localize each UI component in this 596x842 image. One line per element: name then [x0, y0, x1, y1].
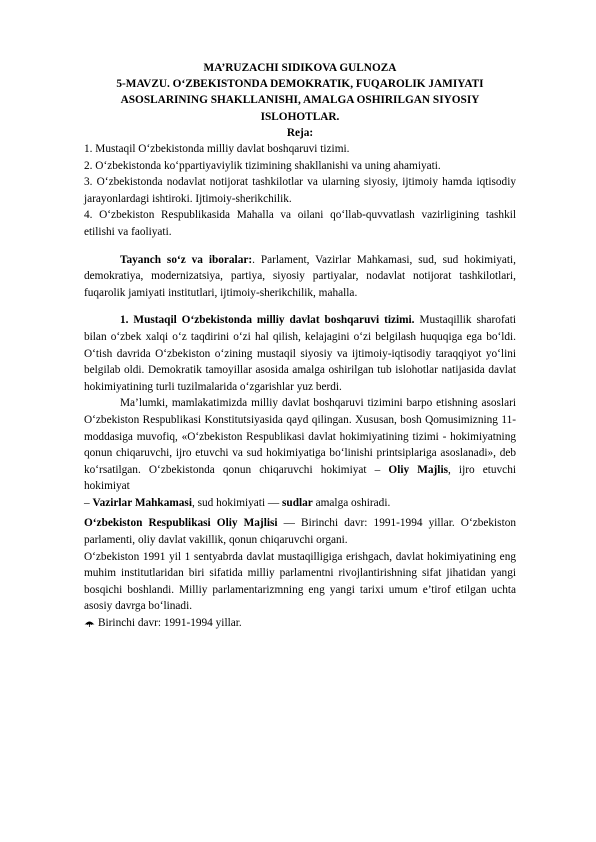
- branches-dash: –: [84, 496, 93, 509]
- sudlar-term: sudlar: [282, 496, 313, 509]
- oliy-majlis-term: Oliy Majlis: [388, 463, 448, 476]
- author-name: MA’RUZACHI SIDIKOVA GULNOZA: [203, 62, 397, 74]
- title-line-2: ASOSLARINING SHAKLLANISHI, AMALGA OSHIRILGAN SIYOSIY: [120, 94, 480, 107]
- branches-text-c: , sud hokimiyati —: [191, 496, 283, 509]
- plan-list: [84, 141, 516, 241]
- keywords-paragraph: [84, 252, 516, 302]
- keywords-text: . Parlament, Vazirlar Mahkamasi, sud, sud hokimiyati, demokratiya, modernizatsiya, partiya, siyosiy partiyalar, nodavlat notijorat tashkilotlari, fuqarolik jamiyati institutlari, ijtimoiy-sherikchilik, mahalla.: [84, 253, 516, 299]
- bullet-item-text: Birinchi davr: 1991-1994 yillar.: [98, 617, 242, 630]
- section-1-heading: 1. Mustaqil O‘zbekistonda milliy davlat boshqaruvi tizimi.: [120, 314, 415, 327]
- title-line-1: 5-MAVZU. O‘ZBEKISTONDA DEMOKRATIK, FUQAROLIK JAMIYATI: [116, 78, 484, 91]
- section-1-paragraph: [84, 312, 516, 395]
- branches-text-d: amalga oshiradi.: [312, 496, 391, 509]
- oliy-majlis-paragraph: [84, 515, 516, 548]
- oliy-majlis-heading: O‘zbekiston Respublikasi Oliy Majlisi: [84, 517, 278, 530]
- plan-item-1: 1. Mustaqil O‘zbekistonda milliy davlat boshqaruvi tizimi.: [84, 143, 350, 156]
- oliy-majlis-text: — Birinchi davr: 1991-1994 yillar. O‘zbekiston parlamenti, oliy davlat vakillik, qonun chiqaruvchi organi.: [84, 517, 517, 547]
- umbrella-bullet-icon: [84, 615, 98, 632]
- plan-item-2: 2. O‘zbekistonda ko‘ppartiyaviylik tizimining shakllanishi va uning ahamiyati.: [84, 159, 441, 172]
- branches-continuation: [84, 495, 516, 512]
- parliament-history-paragraph: O‘zbekiston 1991 yil 1 sentyabrda davlat mustaqilligiga erishgach, davlat hokimiyatining eng muhim institutlaridan biri sifatida milliy parlamentni rivojlantirishning sifat jihatidan yangi bosqichi boshlandi. Milliy parlamentarizmning eng yangi tarixi umum e’tirof etilgan uchta asosiy davrga bo‘linadi.: [84, 550, 516, 613]
- title-line-3: ISLOHOTLAR.: [260, 110, 340, 123]
- plan-item-4: 4. O‘zbekiston Respublikasida Mahalla va oilani qo‘llab-quvvatlash vazirligining tashkil etilishi va faoliyati.: [84, 209, 516, 238]
- document-page: [84, 60, 516, 632]
- plan-heading: Reja:: [286, 126, 314, 139]
- keywords-label: Tayanch so‘z va iboralar:: [120, 253, 253, 266]
- bullet-item: [84, 615, 516, 632]
- branches-paragraph: [84, 395, 516, 495]
- document-header: [84, 60, 516, 141]
- vazirlar-mahkamasi-term: Vazirlar Mahkamasi: [92, 496, 192, 509]
- section-1-text: Mustaqillik sharofati bilan o‘zbek xalqi o‘z taqdirini o‘zi hal qilish, kelajagini o‘zi belgilash huquqiga ega bo‘ldi. O‘tish davrida O‘zbekiston o‘zining mustaqil siyosiy va ijtimoiy-iqtisodiy taraqqiyot yo‘lini belgilab oldi. Demokratik tamoyillar asosida amalga oshirilgan tub islohotlar natijasida davlat hokimiyatining turli tuzilmalarida o‘zgarishlar yuz berdi.: [84, 314, 517, 393]
- branches-text-a: Ma’lumki, mamlakatimizda milliy davlat boshqaruvi tizimini barpo etishning asoslari O‘zbekiston Respublikasi Konstitutsiyasida qayd qilingan. Xususan, bosh Qomusimizning 11-moddasiga muvofiq, «O‘zbekiston Respublikasi davlat hokimiyatining tizimi - hokimiyatning qonun chiqaruvchi, ijro etuvchi va sud hokimiyatiga bo‘linishi printsiplariga asoslanadi», deb ko‘rsatilgan. O‘zbekistonda qonun chiqaruvchi hokimiyat –: [84, 397, 516, 476]
- branches-text-b: , ijro etuvchi hokimiyat: [84, 463, 516, 493]
- plan-item-3: 3. O‘zbekistonda nodavlat notijorat tashkilotlar va ularning siyosiy, ijtimoiy hamda iqtisodiy jarayonlardagi ishtiroki. Ijtimoiy-sherikchilik.: [84, 176, 516, 205]
